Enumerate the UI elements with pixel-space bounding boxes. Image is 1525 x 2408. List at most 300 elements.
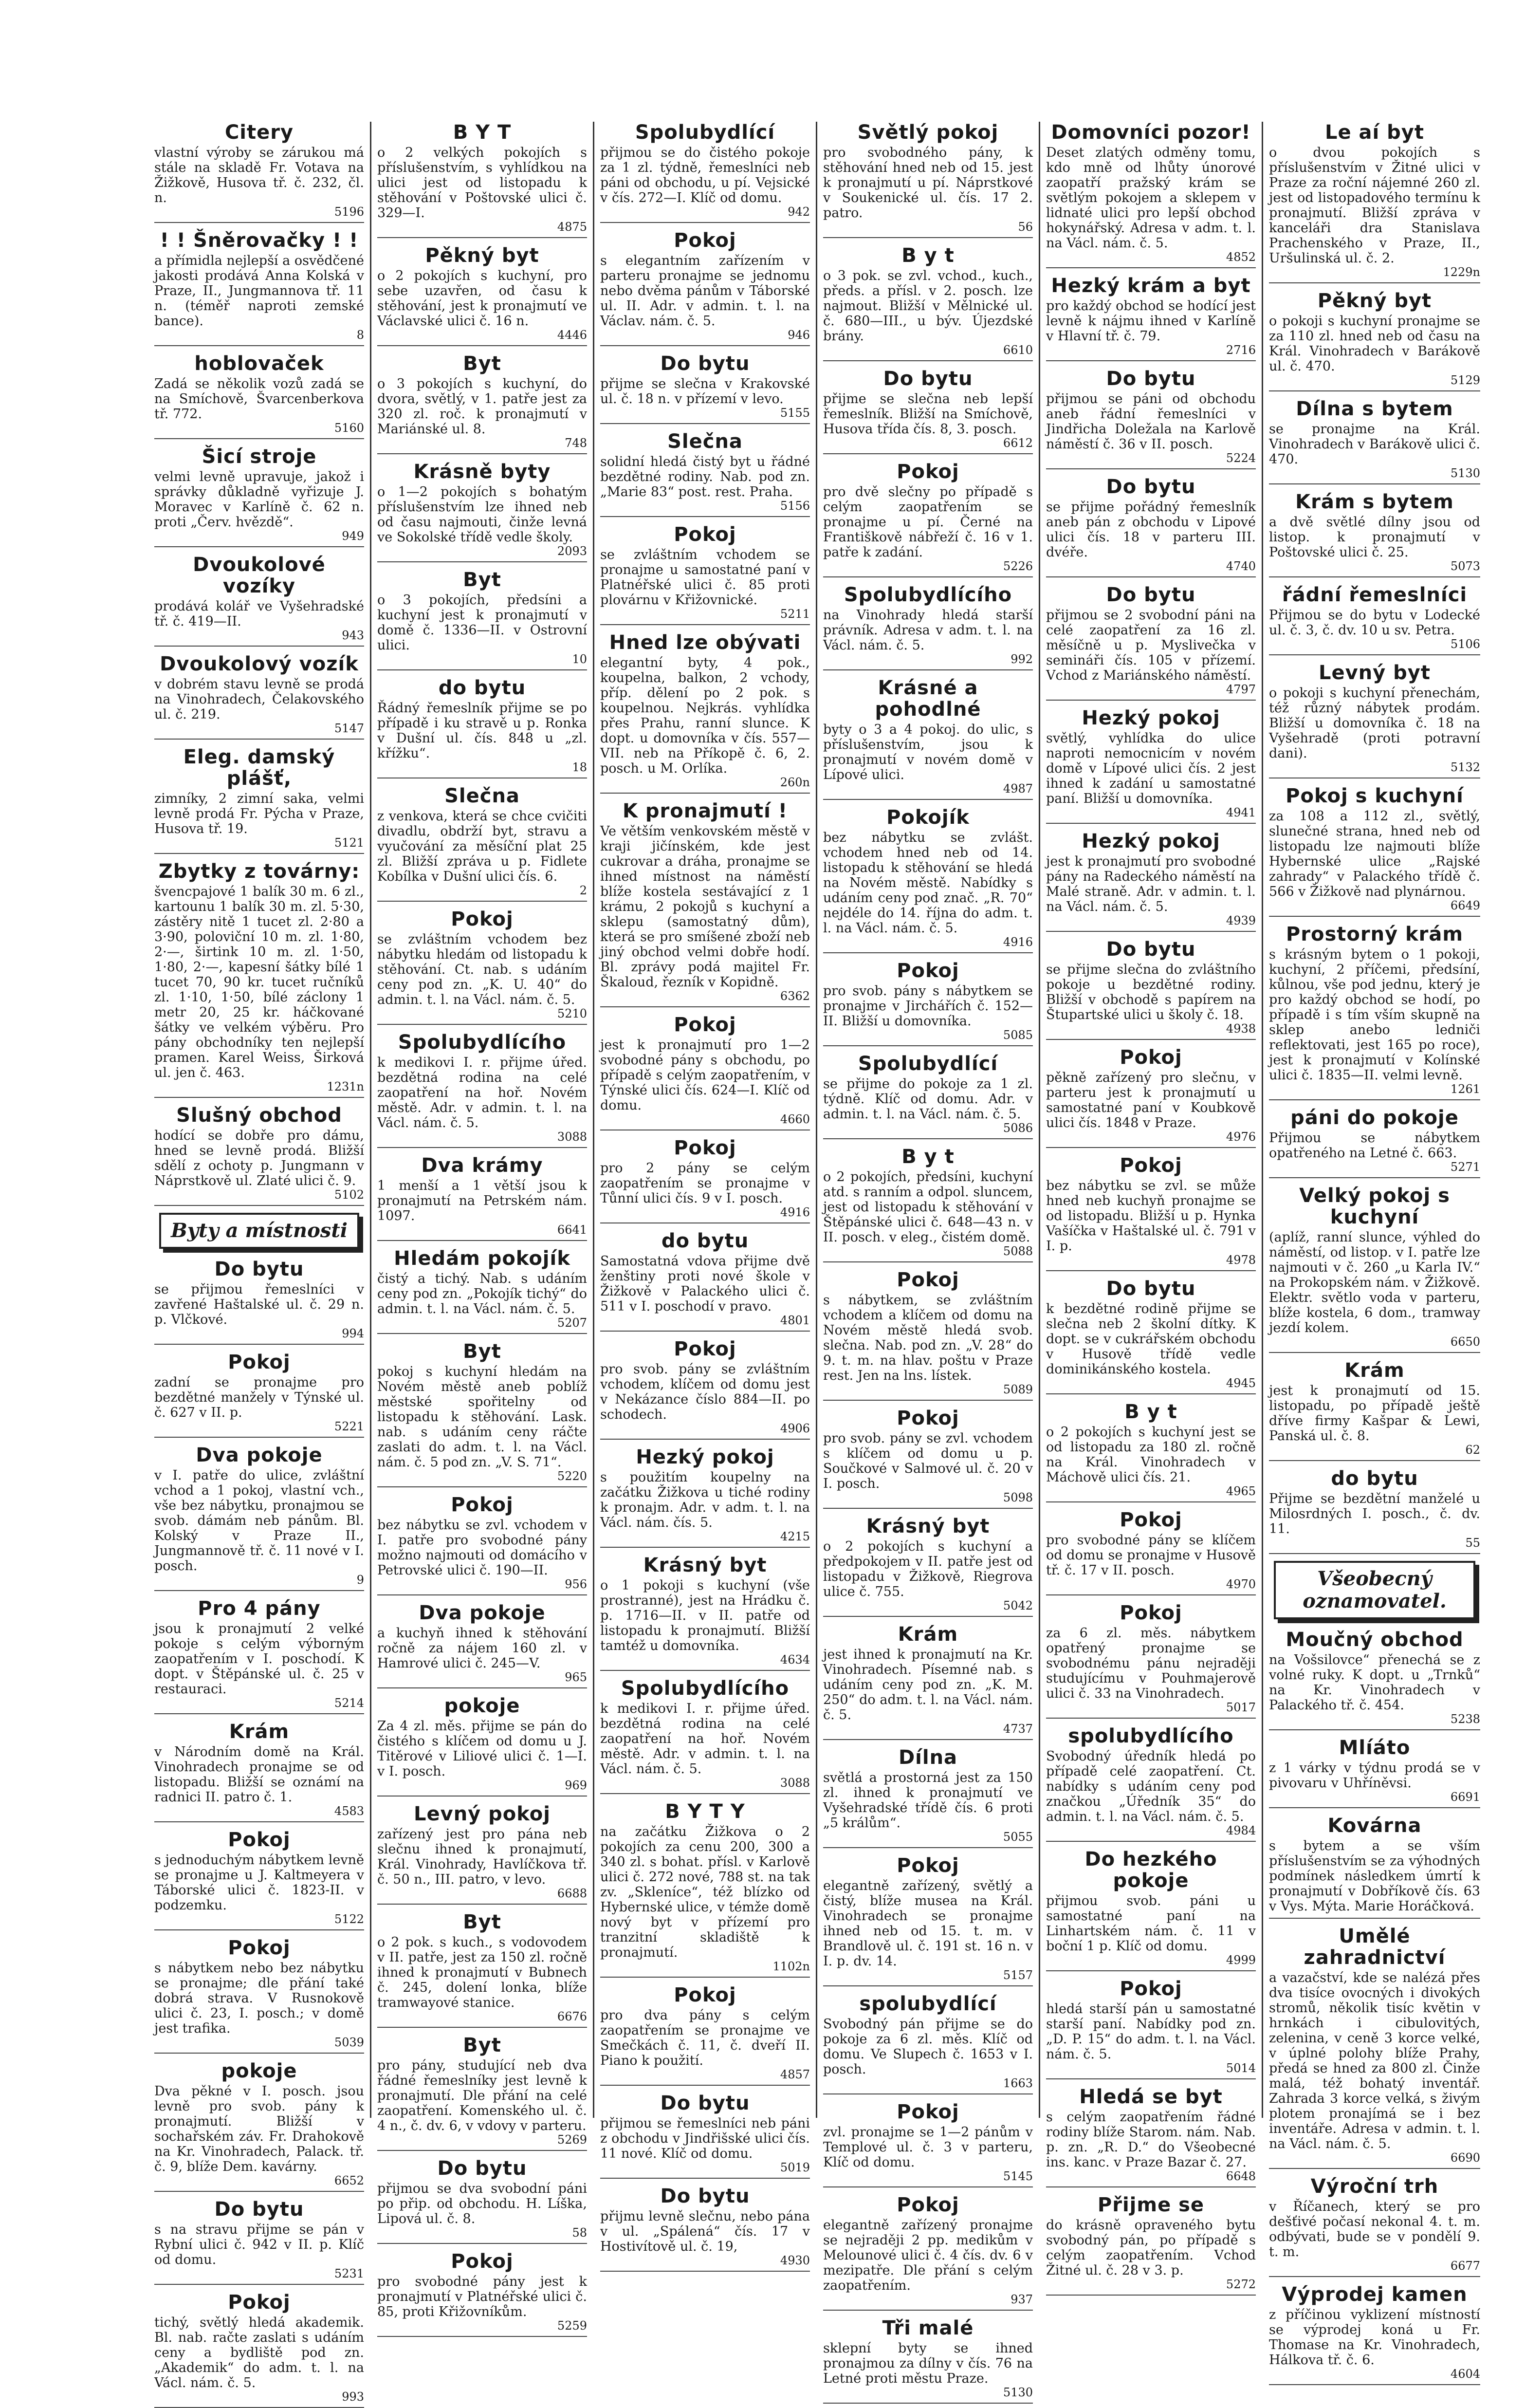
classified-ad <box>154 554 364 647</box>
ad-title: Pokoj <box>897 960 959 982</box>
ad-text: o 2 pok. s kuch., s vodovodem v II. patře, jest za 150 zl. ročně ihned k pronajmutí v Bubnech č. 245, dolení lonka, blíže tramwayové stanice. <box>377 1935 587 2010</box>
ad-title: Šicí stroje <box>202 445 317 468</box>
classified-ad <box>600 1137 810 1223</box>
ad-title: Hledá se byt <box>1079 2086 1223 2108</box>
classified-ad <box>600 1801 810 1978</box>
classified-ad <box>823 584 1033 670</box>
ad-code: 965 <box>565 1670 587 1684</box>
ad-title: Pokoj <box>674 1984 736 2006</box>
ad-text: Zadá se několik vozů zadá se na Smíchově, Švarcenberkova tř. 772. <box>154 376 364 422</box>
ad-code: 4965 <box>1226 1484 1256 1498</box>
ad-title: Pokoj <box>228 1829 291 1851</box>
ad-title: Hezký pokoj <box>1082 707 1220 729</box>
ad-text: byty o 3 a 4 pokoj. do ulic, s příslušenstvím, jsou k pronajmutí v novém domě v Lípové ulici. <box>823 722 1033 782</box>
ad-title: Pokoj <box>897 1854 959 1877</box>
ad-code: 4916 <box>1003 935 1033 949</box>
ad-title: Byt <box>463 1340 501 1363</box>
ad-title: Byt <box>463 352 501 375</box>
ad-code: 4984 <box>1226 1824 1256 1837</box>
ad-text: v Říčanech, který se pro dešťivé počasí nekonal 4. t. m. odbývati, bude se v pondělí 9. t. m. <box>1269 2199 1480 2260</box>
ad-title: Pokoj <box>674 1014 736 1036</box>
column-2 <box>371 121 594 2333</box>
ad-title: Výroční trh <box>1310 2175 1439 2198</box>
classified-ad <box>377 1032 587 1148</box>
ad-title: Eleg. damský plášť, <box>183 746 335 790</box>
classified-ad <box>1269 785 1480 917</box>
ad-code: 6677 <box>1450 2259 1480 2273</box>
ad-text: Samostatná vdova přijme dvě ženštiny proti nové škole v Žižkově v Palackého ulici č. 511 v I. poschodí v pravo. <box>600 1254 810 1314</box>
ad-code: 4446 <box>557 328 587 342</box>
ad-code: 4945 <box>1226 1376 1256 1390</box>
classified-ad <box>1046 2086 1256 2187</box>
ad-code: 1229n <box>1443 265 1480 279</box>
ad-text: bez nábytku se zvl. se může hned neb kuchyň pronajme se od listopadu. Bližší u p. Hynka Vašíčka v Haštalské ul. č. 791 v I. p. <box>1046 1178 1256 1254</box>
ad-text: přijmou se do čistého pokoje za 1 zl. týdně, řemeslníci neb páni od obchodu, u pí. Vejsické v čís. 272—I. Klíč od domu. <box>600 145 810 205</box>
ad-code: 6690 <box>1450 2151 1480 2165</box>
classified-ad <box>377 1695 587 1797</box>
ad-title: Pokoj <box>228 2291 291 2314</box>
ad-title: Dva krámy <box>421 1154 543 1177</box>
ad-text: velmi levně upravuje, jakož i správky důkladně vyřizuje J. Moravec v Karlíně č. 62 n. proti „Červ. hvězdě“. <box>154 469 364 530</box>
ad-code: 4737 <box>1003 1722 1033 1736</box>
column-3 <box>594 121 817 2267</box>
ad-title: Hezký pokoj <box>636 1446 774 1468</box>
ad-title: Výprodej kamen <box>1282 2283 1468 2306</box>
classified-ad <box>600 353 810 424</box>
classified-ad <box>823 1146 1033 1262</box>
ad-text: o 2 pokojích s kuchyní, pro sebe uzavřen, od času k stěhování, jest k pronajmutí ve Václavské ulici č. 16 n. <box>377 268 587 329</box>
column-5 <box>1040 121 1263 2291</box>
ad-title: Byt <box>463 569 501 591</box>
ad-title: Krám <box>229 1721 290 1743</box>
ad-title: Do bytu <box>1106 1278 1196 1300</box>
ad-code: 5238 <box>1450 1712 1480 1726</box>
ad-text: z venkova, která se chce cvičiti divadlu, obdrží byt, stravu a vyučování za měsíční plat 25 zl. Bližší zpráva u p. Fidlete Kobílka v Dušní ulici čís. 6. <box>377 809 587 884</box>
classified-ad <box>1046 275 1256 361</box>
ad-title: Krásné a pohodlné <box>875 677 981 721</box>
ad-text: bez nábytku se zvl. vchodem v I. patře pro svobodné pány možno najmouti od domácího v Petrovské ulici č. 190—II. <box>377 1518 587 1578</box>
ad-text: o 2 pokojích s kuchyní a předpokojem v II. patře jest od listopadu v Žižkově, Riegrova ulice č. 755. <box>823 1539 1033 1599</box>
ad-text: k medikovi I. r. přijme úřed. bezdětná rodina na celé zaopatření na hoř. Novém městě. Adr. v admin. t. l. na Václ. nám. č. 5. <box>377 1055 587 1130</box>
ad-code: 6652 <box>334 2174 364 2187</box>
ad-text: o 1 pokoji s kuchyní (vše prostranné), jest na Hrádku č. p. 1716—II. v II. patře od listopadu k pronajmutí. Bližší tamtéž u domovníka. <box>600 1578 810 1653</box>
ad-text: hledá starší pán u samostatné starší paní. Nabídky pod zn. „D. P. 15“ do adm. t. l. na Václ. nám. č. 5. <box>1046 2001 1256 2062</box>
ad-code: 5121 <box>334 836 364 850</box>
classified-ad <box>600 2093 810 2179</box>
classified-ad <box>1046 1725 1256 1842</box>
ad-text: světlý, vyhlídka do ulice naproti nemocnicím v novém domě v Lípové ulici čís. 2 jest ihned k zadání u samostatné paní. Bližší u domovníka. <box>1046 731 1256 806</box>
ad-text: (aplíž, ranní slunce, výhled do náměstí, od listop. v I. patře lze najmouti v č. 260 „u Karla IV.“ na Prokopském nám. v Žižkově. Elektr. světlo voda v parteru, blíže kostela, 6 dom., tramway jezdí kolem. <box>1269 1230 1480 1335</box>
ad-title: Hledám pokojík <box>394 1247 570 1270</box>
ad-code: 3088 <box>557 1130 587 1144</box>
ad-text: o 3 pokojích s kuchyní, do dvora, světlý, v 1. patře jest za 320 zl. roč. k pronajmutí v Mariánské ul. 8. <box>377 376 587 437</box>
ad-title: Do bytu <box>1106 584 1196 606</box>
ad-code: 62 <box>1465 1443 1480 1457</box>
ad-title: Mlíáto <box>1339 1737 1411 1759</box>
ad-text: s celým zaopatřením řádné rodiny blíže Starom. nám. Nab. p. zn. „R. D.“ do Všeobecné ins. kanc. v Praze Bazar č. 27. <box>1046 2110 1256 2170</box>
classified-ad <box>1046 584 1256 701</box>
classified-ad <box>377 1494 587 1595</box>
ad-code: 6691 <box>1450 1790 1480 1804</box>
ad-text: o 2 pokojích, předsíni, kuchyní atd. s ranním a odpol. sluncem, jest od listopadu k stěhování v Štěpánské ulici č. 648—43 n. v II. posch. v eleg., čistém domě. <box>823 1169 1033 1245</box>
ad-text: pro každý obchod se hodící jest levně k nájmu ihned v Karlíně v Hlavní tř. č. 79. <box>1046 298 1256 344</box>
ad-code: 942 <box>788 205 810 219</box>
ad-text: pěkně zařízený pro slečnu, v parteru jest k pronajmutí u samostatné paní v Koubkově ulici čís. 1848 v Praze. <box>1046 1070 1256 1130</box>
ad-code: 5106 <box>1450 637 1480 651</box>
ad-text: na Vinohrady hledá starší právník. Adresa v adm. t. l. na Václ. nám. č. 5. <box>823 608 1033 653</box>
classified-ad <box>823 1993 1033 2094</box>
ad-title: Pokoj <box>897 1269 959 1291</box>
ad-title: Pokoj <box>1120 1602 1182 1624</box>
ad-text: Svobodný úředník hledá po případě celé zaopatření. Ct. nabídky s udáním ceny pod značkou „Úředník 35“ do admin. t. l. na Václ. nám. č. 5. <box>1046 1749 1256 1824</box>
ad-code: 4797 <box>1226 683 1256 696</box>
ad-code: 5085 <box>1003 1028 1033 1042</box>
ad-text: s nábytkem nebo bez nábytku se pronajme; dle přání také dobrá strava. V Rusnokově ulici č. 23, I. posch.; v domě jest trafika. <box>154 1961 364 2036</box>
ad-text: na Vošsilovce“ přenechá se z volné ruky. K dopt. u „Trnků“ na Kr. Vinohradech v Palackého tř. č. 454. <box>1269 1652 1480 1713</box>
section-heading: Byty a místnosti <box>159 1213 359 1249</box>
classified-ad <box>154 122 364 223</box>
classified-ad <box>377 2251 587 2337</box>
ad-code: 5132 <box>1450 760 1480 774</box>
ad-title: Do bytu <box>660 2092 750 2114</box>
ad-code: 5271 <box>1450 1160 1480 1174</box>
ad-title: Domovníci pozor! <box>1051 121 1251 144</box>
classified-ad <box>1046 831 1256 932</box>
classified-ad <box>377 245 587 346</box>
ad-code: 9 <box>356 1573 364 1587</box>
ad-code: 6641 <box>557 1223 587 1237</box>
ad-text: k bezdětné rodině přijme se slečna neb 2 školní dítky. K dopt. se v cukrářském obchodu v Husově třídě vedle dominikánského kostela. <box>1046 1301 1256 1377</box>
ad-code: 5122 <box>334 1912 364 1926</box>
classified-ad <box>823 461 1033 577</box>
classified-ad <box>377 785 587 902</box>
classified-ad <box>154 446 364 547</box>
ad-code: 4801 <box>780 1314 810 1327</box>
ad-text: jest k pronajmutí pro svobodné pány na Radeckého náměstí na Malé straně. Adr. v admin. t. l. na Václ. nám. č. 5. <box>1046 854 1256 914</box>
ad-code: 8 <box>356 328 364 342</box>
ad-code: 949 <box>342 529 364 543</box>
ad-code: 58 <box>572 2226 587 2240</box>
ad-title: B y t <box>1124 1401 1177 1423</box>
ad-title: Do bytu <box>883 368 973 390</box>
ad-text: Přijme se bezdětní manželé u Milosrdných I. posch., č. dv. 11. <box>1269 1491 1480 1537</box>
ad-text: a dvě světlé dílny jsou od listop. k pronajmutí v Poštovské ulici č. 25. <box>1269 515 1480 560</box>
classified-ad <box>1046 707 1256 824</box>
ad-text: pokoj s kuchyní hledám na Novém městě aneb poblíž městské spořitelny od listopadu k stěhování. Lask. nab. s udáním ceny ráčte zaslati do adm. t. l. na Václ. nám. č. 5 pod zn. „V. S. 71“. <box>377 1364 587 1470</box>
ad-title: Krásný byt <box>643 1554 767 1576</box>
ad-code: 4583 <box>334 1804 364 1818</box>
ad-code: 4875 <box>557 220 587 234</box>
classified-ad <box>377 353 587 454</box>
ad-code: 4976 <box>1226 1130 1256 1144</box>
classified-ad <box>1269 1468 1480 1554</box>
ad-text: s použitím koupelny na začátku Žižkova u tiché rodiny k pronajm. Adr. v adm. t. l. na Václ. nám. čís. 5. <box>600 1470 810 1530</box>
ad-title: B Y T <box>453 121 512 144</box>
ad-text: a kuchyň ihned k stěhování ročně za nájem 160 zl. v Hamrové ulici č. 245—V. <box>377 1626 587 1671</box>
ad-title: Spolubydlícího <box>844 584 1012 606</box>
ad-title: Pokoj <box>674 523 736 546</box>
classified-ad <box>823 245 1033 361</box>
ad-title: hoblovaček <box>194 352 324 375</box>
ad-code: 4941 <box>1226 806 1256 819</box>
ad-text: s krásným bytem o 1 pokoji, kuchyní, 2 příčemi, předsíní, kůlnou, vše pod jednu, který je pro každý obchod se hodí, po případě i s tím vším skupně na sklep anebo ledniči reflektovati, jest 165 po roce), jest k pronajmutí v Kolínské ulici č. 1835—II. velmi levně. <box>1269 947 1480 1083</box>
ad-code: 4939 <box>1226 914 1256 927</box>
ad-title: Dva pokoje <box>419 1602 546 1624</box>
ad-code: 18 <box>572 760 587 774</box>
ad-title: Do bytu <box>1106 476 1196 498</box>
ad-code: 4938 <box>1226 1022 1256 1036</box>
classified-ad <box>1269 2284 1480 2385</box>
classified-ad <box>377 1341 587 1487</box>
ad-title: Pokoj <box>897 461 959 483</box>
ad-title: spolubydlící <box>859 1993 997 2015</box>
ad-text: do krásně opraveného bytu svobodný pán, po případě s celým zaopatřením. Vchod Žitné ul. č. 28 v 3. p. <box>1046 2218 1256 2278</box>
ad-code: 4970 <box>1226 1577 1256 1591</box>
classified-ad <box>600 1984 810 2086</box>
ad-text: Přijmou se do bytu v Lodecké ul. č. 3, č. dv. 10 u sv. Petra. <box>1269 608 1480 638</box>
ad-text: pro svobodného pány, k stěhování hned neb od 15. jest k pronajmutí u pí. Náprstkové v Soukenické ul. čís. 17 2. patro. <box>823 145 1033 221</box>
classified-ad <box>823 1747 1033 1848</box>
ad-title: Pokoj <box>674 1338 736 1360</box>
ad-text: Přijmou se nábytkem opatřeného na Letné č. 663. <box>1269 1130 1480 1161</box>
ad-code: 748 <box>565 436 587 450</box>
ad-code: 5155 <box>780 406 810 420</box>
ad-title: Do bytu <box>437 2157 527 2180</box>
ad-code: 260n <box>780 776 810 789</box>
ad-text: vlastní výroby se zárukou má stále na skladě Fr. Votava na Žižkově, Husova tř. č. 232, čl. n. <box>154 145 364 205</box>
ad-title: Slušný obchod <box>176 1104 342 1127</box>
classified-ad <box>377 461 587 562</box>
ad-code: 5014 <box>1226 2061 1256 2075</box>
ad-text: přijmu levně slečnu, nebo pána v ul. „Spálená“ čís. 17 v Hostivítově ul. č. 19, <box>600 2209 810 2254</box>
ad-text: za 108 a 112 zl., světlý, slunečné strana, hned neb od listopadu lze najmouti blíže Hybernské ulice „Rajské zahrady“ v Palackého třídě č. 566 v Žižkově nad plynárnou. <box>1269 809 1480 899</box>
ad-text: elegantně zařízený, světlý a čistý, blíže musea na Král. Vinohradech se pronajme ihned neb od 15. t. m. v Brandlově ul. č. 191 st. 16 n. v I. p. dv. 14. <box>823 1878 1033 1969</box>
ad-title: Pokoj <box>674 1137 736 1159</box>
ad-text: v Národním domě na Král. Vinohradech pronajme se od listopadu. Bližší se oznámí na radnici II. patro č. 1. <box>154 1744 364 1805</box>
classified-ad <box>377 569 587 670</box>
ad-title: Hezký pokoj <box>1082 830 1220 852</box>
ad-code: 5042 <box>1003 1599 1033 1612</box>
ad-text: Svobodný pán přijme se do pokoje za 6 zl. měs. Klíč od domu. Ve Slupech č. 1653 v I. posch. <box>823 2017 1033 2077</box>
ad-title: Krásně byty <box>413 461 551 483</box>
ad-text: s jednoduchým nábytkem levně se pronajme u J. Kaltmeyera v Táborské ulici č. 1823-II. v podzemku. <box>154 1852 364 1913</box>
ad-title: Tři malé <box>882 2317 974 2339</box>
ad-title: Pokojík <box>886 806 970 829</box>
ad-code: 1231n <box>327 1080 364 1093</box>
ad-code: 2 <box>579 884 587 897</box>
ad-code: 994 <box>342 1327 364 1340</box>
ad-title: Zbytky z továrny: <box>158 860 360 883</box>
classified-ad <box>1046 1509 1256 1595</box>
ad-code: 5220 <box>557 1469 587 1483</box>
classified-ad <box>600 1678 810 1794</box>
ad-code: 5272 <box>1226 2278 1256 2291</box>
ad-text: světlá a prostorná jest za 150 zl. ihned k pronajmutí ve Vyšehradské třídě čís. 6 proti „5 králům“. <box>823 1770 1033 1831</box>
ad-text: 1 menší a 1 větší jsou k pronajmutí na Petrském nám. 1097. <box>377 1178 587 1223</box>
classified-ad <box>823 677 1033 800</box>
ad-code: 5017 <box>1226 1701 1256 1714</box>
ad-code: 5226 <box>1003 559 1033 573</box>
ad-code: 4930 <box>780 2254 810 2267</box>
ad-text: zařízený jest pro pána neb slečnu ihned k pronajmutí, Král. Vinohrady, Havlíčkova tř. č. 50 n., III. patro, v levo. <box>377 1827 587 1887</box>
ad-text: pro svob. pány s nábytkem se pronajme v Jirchářích č. 152—II. Bližší u domovníka. <box>823 983 1033 1029</box>
ad-code: 6610 <box>1003 343 1033 357</box>
classified-ad <box>1269 662 1480 778</box>
ad-code: 937 <box>1011 2293 1033 2306</box>
classified-ad <box>154 1259 364 1345</box>
classified-ad <box>154 2060 364 2192</box>
ad-code: 992 <box>1011 652 1033 666</box>
ad-title: pokoje <box>444 1695 520 1717</box>
ad-title: do bytu <box>1331 1467 1418 1490</box>
ad-code: 5231 <box>334 2267 364 2280</box>
ad-code: 5055 <box>1003 1830 1033 1844</box>
classified-ad <box>823 1269 1033 1401</box>
ad-text: o pokoji s kuchyní přenechám, též různý nábytek prodám. Bližší u domovníka č. 18 na Vyšehradě (proti potravní dani). <box>1269 685 1480 761</box>
ad-text: Deset zlatých odměny tomu, kdo mně od lhůty únorové zaopatří pražský krám se světlým pokojem a sklepem v lidnaté ulici pro lepší obchod hokynářský. Adresa v adm. t. l. na Václ. nám. č. 5. <box>1046 145 1256 251</box>
ad-text: přijmou se páni od obchodu aneb řádní řemeslníci v Jindřicha Doležala na Karlově náměstí č. 36 v II. posch. <box>1046 391 1256 452</box>
ad-code: 5089 <box>1003 1383 1033 1396</box>
ad-text: pro dva pány s celým zaopatřením se pronajme ve Smečkách č. 11, č. dveří II. Piano k použití. <box>600 2008 810 2068</box>
ad-title: Dílna s bytem <box>1296 398 1453 420</box>
classified-ad <box>377 1602 587 1688</box>
ad-text: pro svobodné pány se klíčem od domu se pronajme v Husově tř. č. 17 v II. posch. <box>1046 1533 1256 1578</box>
ad-title: Umělé zahradnictví <box>1304 1925 1446 1969</box>
classified-ad <box>600 524 810 625</box>
classified-ad <box>154 1445 364 1591</box>
ad-code: 4987 <box>1003 782 1033 796</box>
ad-columns <box>148 121 1486 2404</box>
ad-title: ! ! Šněrovačky ! ! <box>160 229 359 252</box>
ad-title: Le aí byt <box>1325 121 1424 144</box>
ad-text: Řádný řemeslník přijme se po případě i ku stravě u p. Ronka v Dušní ul. čís. 848 u „zl. křížku“. <box>377 701 587 761</box>
classified-ad <box>1046 939 1256 1040</box>
ad-text: švencpajové 1 balík 30 m. 6 zl., kartounu 1 balík 30 m. zl. 5·30, zástěry nitě 1 tucet zl. 2·80 a 3·90, poloviční 10 m. zl. 1·80, 2·—, širtink 10 m. zl. 1·50, 1·80, 2·—, kapesní šátky bílé 1 tucet 70, 90 kr. tucet ručníků zl. 1·10, 1·50, bílé záclony 1 metr 20, 25 kr. háčkované šátky ve velkém výběru. Pro pány obchodníky ten nejlepší pramen. Karel Weiss, Širková ul. jen č. 463. <box>154 884 364 1080</box>
ad-title: Pokoj <box>228 1937 291 1959</box>
ad-text: z příčinou vyklizení místností se výprodej koná u Fr. Thomase na Kr. Vinohradech, Hálkova tř. č. 6. <box>1269 2307 1480 2368</box>
classified-ad <box>1046 122 1256 268</box>
classified-ad <box>1269 584 1480 655</box>
classified-ad <box>600 431 810 517</box>
ad-code: 5156 <box>780 499 810 513</box>
classified-ad <box>154 1352 364 1438</box>
ad-title: Moučný obchod <box>1286 1629 1464 1651</box>
classified-ad <box>600 1555 810 1671</box>
classified-ad <box>1269 1737 1480 1808</box>
classified-ad <box>1269 491 1480 577</box>
ad-text: o 3 pok. se zvl. vchod., kuch., předs. a přísl. v 2. posch. lze najmout. Bližší v Mělnické ul. č. 680—III., u býv. Újezdské brány. <box>823 268 1033 344</box>
ad-text: tichý, světlý hledá akademik. Bl. nab. račte zaslati s udáním ceny a bydliště pod zn. „Akademik“ do adm. t. l. na Václ. nám. č. 5. <box>154 2315 364 2390</box>
classified-ad <box>1046 2194 1256 2296</box>
classified-ad <box>377 122 587 238</box>
ad-code: 5210 <box>557 1007 587 1020</box>
ad-text: přijmou se dva svobodní páni po přip. od obchodu. H. Líška, Lipová ul. č. 8. <box>377 2181 587 2226</box>
classified-ad <box>1269 924 1480 1100</box>
classified-ad <box>154 230 364 346</box>
ad-code: 55 <box>1465 1536 1480 1550</box>
ad-code: 4999 <box>1226 1953 1256 1967</box>
ad-title: Dvoukolový vozík <box>160 653 359 675</box>
ad-title: Pěkný byt <box>1317 290 1432 312</box>
ad-code: 6648 <box>1226 2169 1256 2183</box>
ad-title: Pokoj <box>451 1494 514 1516</box>
ad-code: 1102n <box>772 1960 810 1973</box>
ad-title: Krám s bytem <box>1295 491 1454 513</box>
ad-title: Dílna <box>898 1746 958 1769</box>
ad-title: Kovárna <box>1327 1815 1422 1837</box>
classified-ad <box>600 2186 810 2272</box>
ad-code: 5039 <box>334 2036 364 2049</box>
ad-title: Pokoj <box>1120 1978 1182 2000</box>
ad-code: 4215 <box>780 1530 810 1543</box>
ad-code: 5224 <box>1226 451 1256 465</box>
ad-title: B y t <box>901 244 955 267</box>
ad-code: 5259 <box>557 2319 587 2333</box>
ad-title: Levný pokoj <box>414 1803 551 1825</box>
ad-text: o 2 pokojích s kuchyní jest se od listopadu za 180 zl. ročně na Král. Vinohradech v Máchově ulici čís. 21. <box>1046 1425 1256 1485</box>
ad-code: 2716 <box>1226 343 1256 357</box>
classified-ad <box>1046 1401 1256 1502</box>
classified-ad <box>600 800 810 1007</box>
classified-ad <box>377 1248 587 1334</box>
ad-title: Pokoj <box>228 1351 291 1373</box>
classified-ad <box>1269 1629 1480 1730</box>
column-1 <box>148 121 371 2404</box>
classified-ad <box>823 2101 1033 2187</box>
classified-ad <box>1269 1360 1480 1461</box>
ad-code: 4906 <box>780 1422 810 1435</box>
ad-text: o 1—2 pokojích s bohatým příslušenstvím lze ihned neb od času najmouti, činže levná ve Sokolské třídě vedle školy. <box>377 484 587 545</box>
ad-code: 943 <box>342 629 364 642</box>
ad-text: z 1 várky v týdnu prodá se v pivovaru v Uhříněvsi. <box>1269 1760 1480 1791</box>
classified-ad <box>377 2158 587 2244</box>
ad-text: se přijme do pokoje za 1 zl. týdně. Klíč od domu. Adr. v admin. t. l. na Václ. nám. č. 5. <box>823 1076 1033 1122</box>
ad-code: 4852 <box>1226 250 1256 264</box>
ad-code: 2093 <box>557 544 587 558</box>
ad-text: solidní hledá čistý byt u řádné bezdětné rodiny. Nab. pod zn. „Marie 83“ post. rest. Praha. <box>600 454 810 500</box>
ad-text: pro pány, studující neb dva řádné řemeslníky jest levně k pronajmutí. Dle přání na celé zaopatření. Komenského ul. č. 4 n., č. dv. 6, v vdovy v parteru. <box>377 2058 587 2133</box>
classified-ad <box>154 1598 364 1714</box>
ad-title: Pokoj <box>1120 1509 1182 1531</box>
ad-text: se zvláštním vchodem bez nábytku hledám od listopadu k stěhování. Ct. nab. s udáním ceny pod zn. „K. U. 40“ do admin. t. l. na Václ. nám. č. 5. <box>377 932 587 1007</box>
ad-title: Dva pokoje <box>196 1444 323 1466</box>
ad-code: 6612 <box>1003 436 1033 450</box>
ad-text: s elegantním zařízením v parteru pronajme se jednomu nebo dvěma pánům v Táborské ul. II. Adr. v admin. t. l. na Václav. nám. č. 5. <box>600 253 810 329</box>
ad-code: 5073 <box>1450 559 1480 573</box>
ad-text: a přímidla nejlepší a osvědčené jakosti prodává Anna Kolská v Praze, II., Jungmannova tř. 11 n. (téměř naproti zemské bance). <box>154 253 364 329</box>
classified-ad <box>1046 476 1256 577</box>
ad-text: v dobrém stavu levně se prodá na Vinohradech, Čelakovského ul. č. 219. <box>154 677 364 722</box>
ad-title: páni do pokoje <box>1290 1107 1459 1129</box>
ad-code: 4740 <box>1226 559 1256 573</box>
classified-ad <box>154 1829 364 1930</box>
ad-title: Přijme se <box>1097 2194 1205 2216</box>
ad-title: Pokoj <box>451 908 514 930</box>
classified-ad <box>823 1053 1033 1139</box>
ad-code: 10 <box>572 652 587 666</box>
classified-ad <box>600 122 810 223</box>
classified-ad <box>823 1408 1033 1509</box>
ad-title: Do hezkého pokoje <box>1084 1848 1217 1892</box>
ad-text: jsou k pronajmutí 2 velké pokoje s celým výborným zaopatřením v I. poschodí. K dopt. v Štěpánské ul. č. 25 v restauraci. <box>154 1621 364 1697</box>
ad-text: o pokoji s kuchyní pronajme se za 110 zl. hned neb od času na Král. Vinohradech v Barákově ul. č. 470. <box>1269 314 1480 374</box>
ad-text: jest k pronajmutí pro 1—2 svobodné pány s obchodu, po případě s celým zaopatřením, v Týnské ulici čís. 624—I. Klíč od domu. <box>600 1037 810 1113</box>
ad-title: Krám <box>898 1623 958 1646</box>
ad-code: 969 <box>565 1778 587 1792</box>
ad-text: přijmou se řemeslníci neb páni z obchodu v Jindřišské ulici čís. 11 nové. Klíč od domu. <box>600 2116 810 2161</box>
ad-code: 5098 <box>1003 1491 1033 1504</box>
ad-code: 4660 <box>780 1112 810 1126</box>
